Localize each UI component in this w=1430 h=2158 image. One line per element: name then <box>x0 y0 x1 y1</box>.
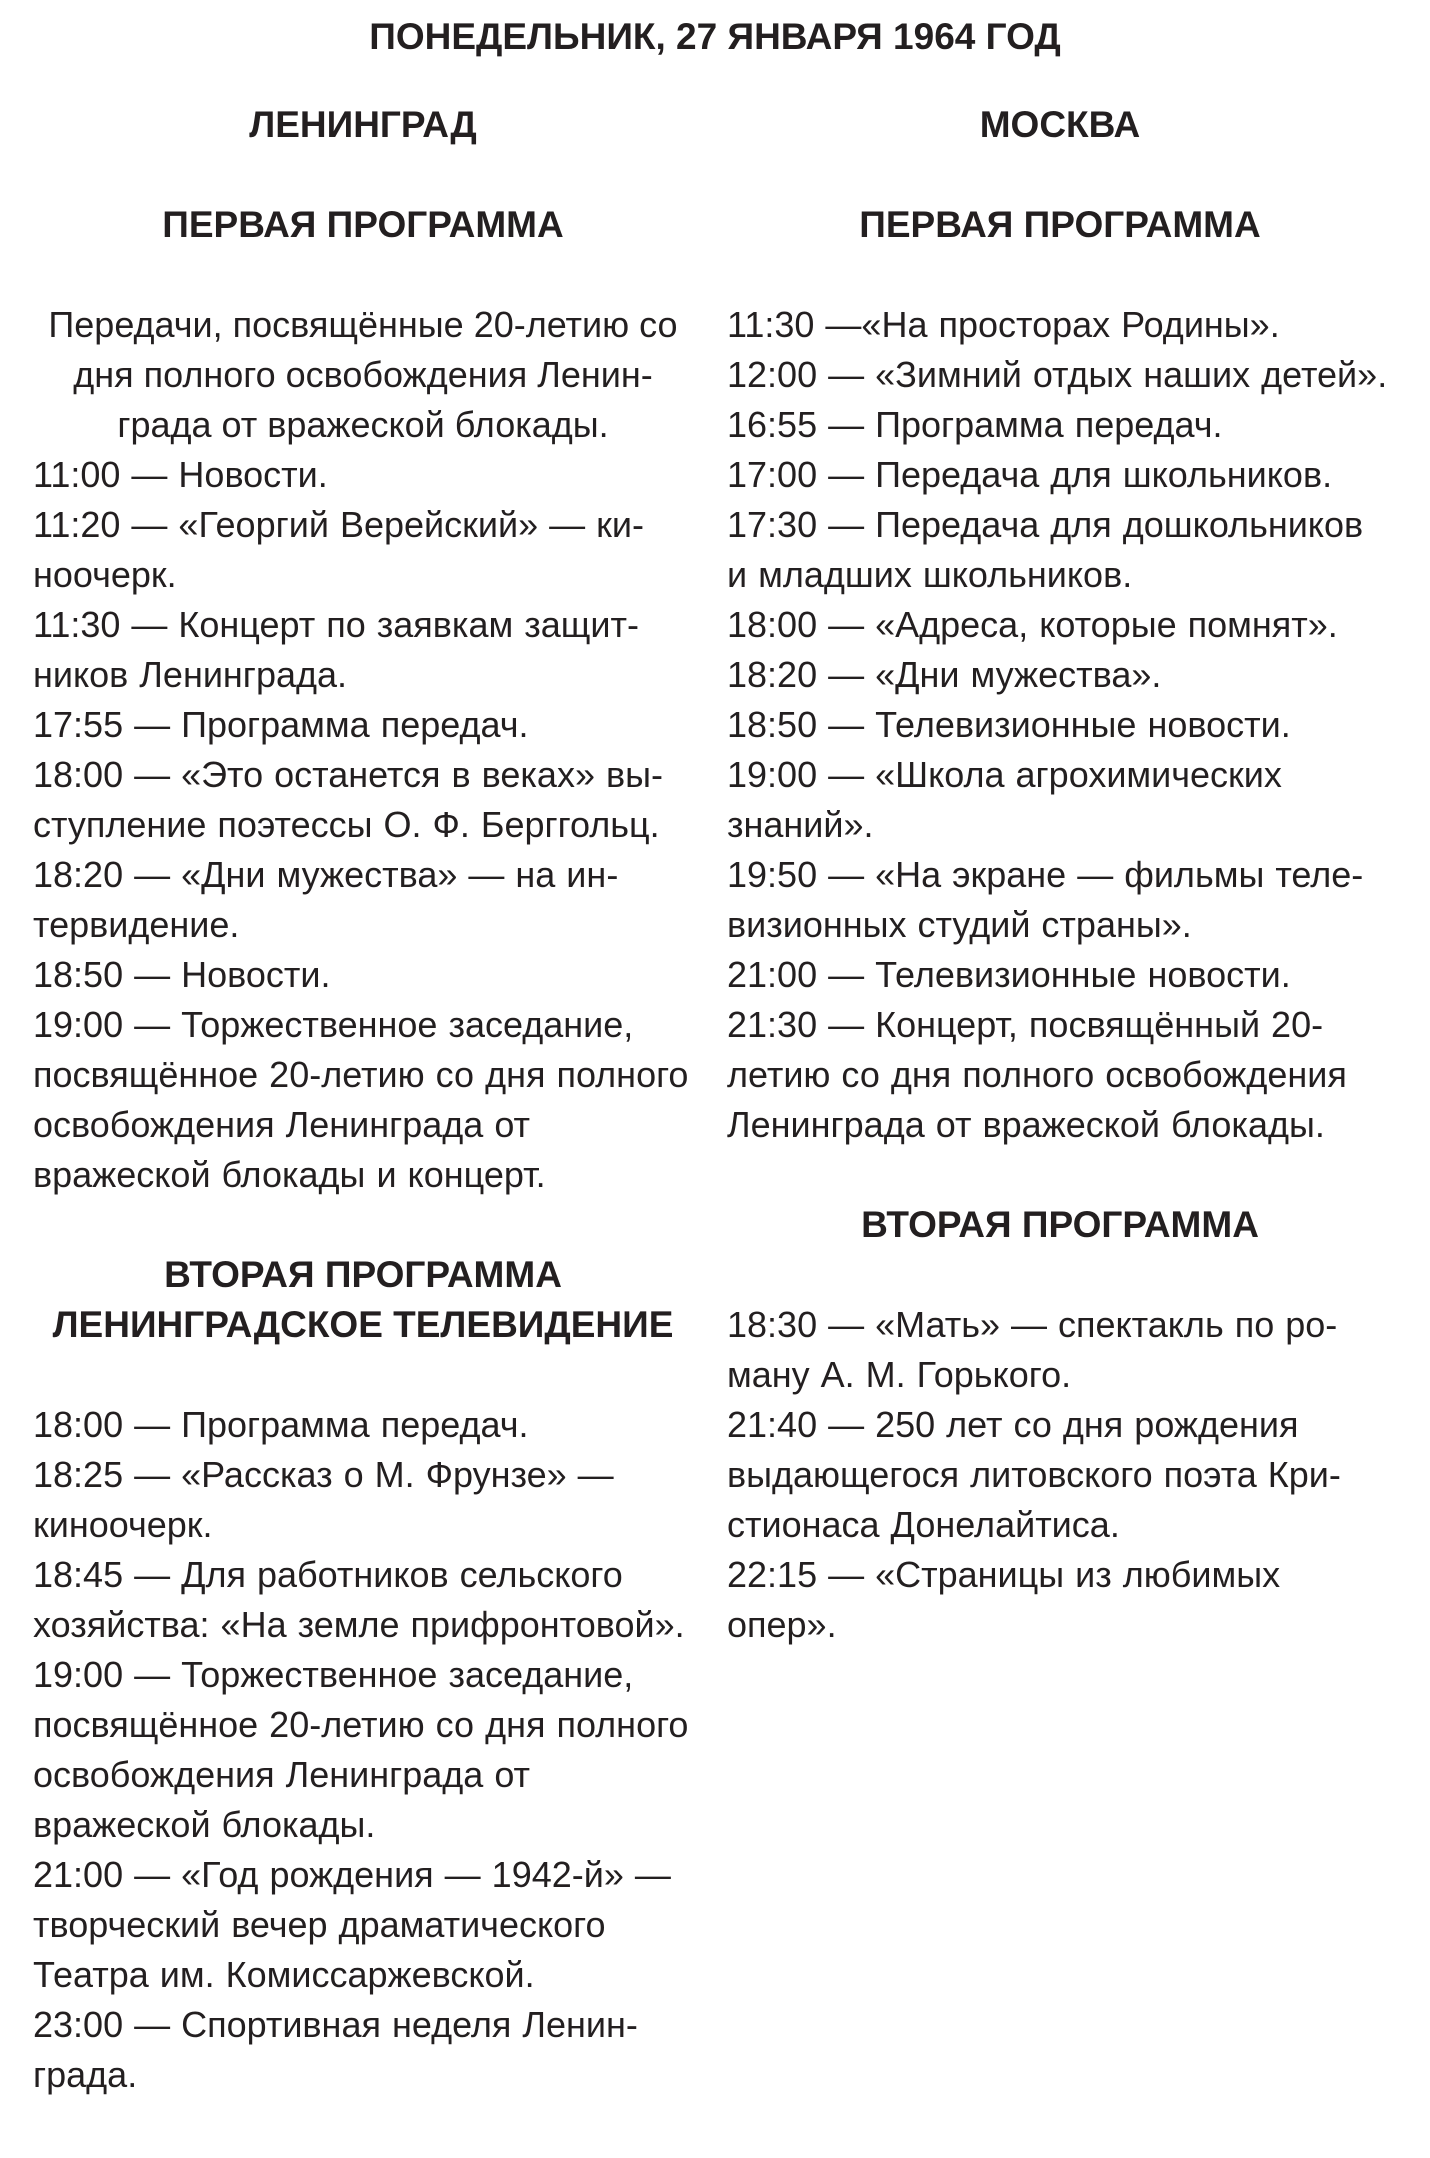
schedule-entry: 11:20 — «Георгий Верейский» — киноочерк. <box>33 504 644 595</box>
schedule-entry: 11:30 —«На просторах Родины». <box>727 304 1280 345</box>
leningrad-first-program-title: ПЕРВАЯ ПРОГРАММА <box>162 204 564 245</box>
schedule-entry: 21:30 — Концерт, посвящённый 20-летию со дня полного освобождения Ленинграда от вражеской блокады. <box>727 1004 1347 1145</box>
schedule-entry: 11:30 — Концерт по заявкам защитников Ленинграда. <box>33 604 639 695</box>
schedule-entry: 22:15 — «Страницы из любимых опер». <box>727 1554 1281 1645</box>
schedule-entry: 21:00 — «Год рождения — 1942-й» — творческий вечер драматического Театра им. Комиссаржевской. <box>33 1854 671 1995</box>
city-heading-leningrad: ЛЕНИНГРАД <box>249 104 477 145</box>
schedule-entry: 11:00 — Новости. <box>33 454 328 495</box>
moscow-column <box>727 100 1393 1650</box>
schedule-entry: 21:40 — 250 лет со дня рождения выдающегося литовского поэта Кристионаса Донелайтиса. <box>727 1404 1341 1545</box>
leningrad-first-program-list <box>33 450 693 1200</box>
schedule-entry: 18:20 — «Дни мужества». <box>727 654 1162 695</box>
city-heading-moscow: МОСКВА <box>979 104 1141 145</box>
moscow-first-program-title: ПЕРВАЯ ПРОГРАММА <box>859 204 1261 245</box>
schedule-entry: 18:25 — «Рассказ о М. Фрунзе» — киноочерк. <box>33 1454 614 1545</box>
schedule-entry: 18:30 — «Мать» — спектакль по роману А. М. Горького. <box>727 1304 1338 1395</box>
leningrad-first-program-intro: Передачи, посвящённые 20-летию со дня полного освобождения Ленинграда от вражеской блокады. <box>48 304 678 445</box>
moscow-first-program-list <box>727 300 1393 1150</box>
schedule-entry: 19:50 — «На экране — фильмы телевизионных студий страны». <box>727 854 1364 945</box>
schedule-entry: 23:00 — Спортивная неделя Ленинграда. <box>33 2004 638 2095</box>
schedule-entry: 18:00 — «Это останется в веках» выступление поэтессы О. Ф. Берггольц. <box>33 754 663 845</box>
schedule-entry: 17:30 — Передача для дошкольников и младших школьников. <box>727 504 1364 595</box>
schedule-entry: 18:50 — Новости. <box>33 954 331 995</box>
schedule-entry: 12:00 — «Зимний отдых наших детей». <box>727 354 1388 395</box>
leningrad-tv-title: ЛЕНИНГРАДСКОЕ ТЕЛЕВИДЕНИЕ <box>52 1304 674 1345</box>
schedule-entry: 18:45 — Для работников сельского хозяйства: «На земле прифронтовой». <box>33 1554 685 1645</box>
schedule-entry: 19:00 — Торжественное заседание, посвящённое 20-летию со дня полного освобождения Ленинграда от вражеской блокады. <box>33 1654 689 1845</box>
moscow-second-program-list <box>727 1300 1393 1650</box>
leningrad-second-program-list <box>33 1400 693 2100</box>
schedule-entry: 18:00 — «Адреса, которые помнят». <box>727 604 1338 645</box>
leningrad-column <box>33 100 693 2100</box>
leningrad-second-program-title: ВТОРАЯ ПРОГРАММА <box>164 1254 562 1295</box>
schedule-entry: 21:00 — Телевизионные новости. <box>727 954 1291 995</box>
schedule-entry: 19:00 — «Школа агрохимических знаний». <box>727 754 1282 845</box>
schedule-entry: 16:55 — Программа передач. <box>727 404 1223 445</box>
moscow-second-program-title: ВТОРАЯ ПРОГРАММА <box>861 1204 1259 1245</box>
schedule-entry: 18:20 — «Дни мужества» — на интервидение. <box>33 854 619 945</box>
schedule-entry: 17:00 — Передача для школьников. <box>727 454 1333 495</box>
schedule-entry: 19:00 — Торжественное заседание, посвящённое 20-летию со дня полного освобождения Ленинграда от вражеской блокады и концерт. <box>33 1004 689 1195</box>
page-title: ПОНЕДЕЛЬНИК, 27 ЯНВАРЯ 1964 ГОД <box>369 16 1061 57</box>
schedule-entry: 17:55 — Программа передач. <box>33 704 529 745</box>
schedule-entry: 18:50 — Телевизионные новости. <box>727 704 1291 745</box>
schedule-entry: 18:00 — Программа передач. <box>33 1404 529 1445</box>
